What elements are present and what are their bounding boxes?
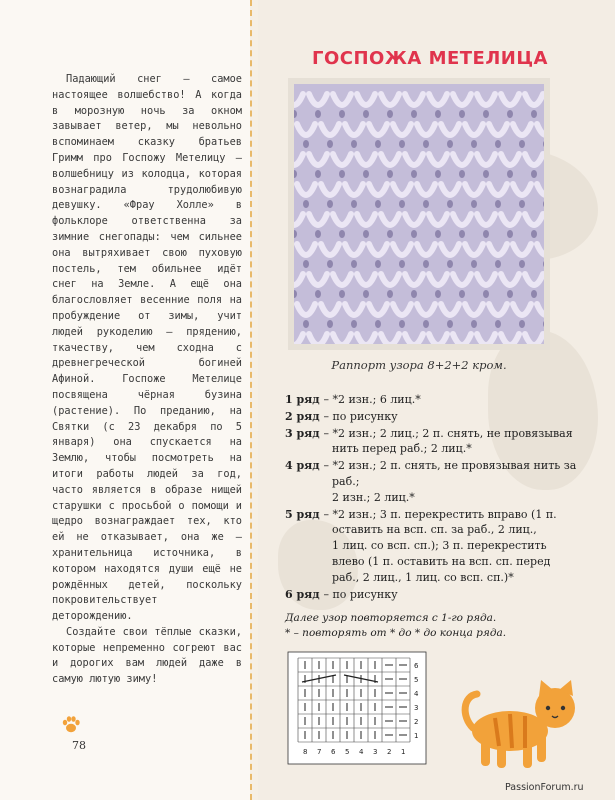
chart-col-label: 5 [345, 748, 350, 756]
row-6 [285, 587, 585, 603]
row-text-line [285, 409, 585, 425]
row-label: 1 ряд [285, 393, 324, 406]
chart-col-label: 3 [373, 748, 378, 756]
chart-col-label: 8 [303, 748, 308, 756]
row-text: – по рисунку [323, 409, 398, 423]
chart-row-label: 3 [414, 704, 419, 712]
knit-texture-image [294, 84, 544, 344]
knit-sample-photo [288, 78, 550, 350]
row-text-line [285, 426, 585, 442]
note-line: Далее узор повторяется с 1-го ряда. [285, 612, 497, 624]
row-text-line [285, 507, 585, 523]
row-text-line [285, 587, 585, 603]
left-page [0, 0, 250, 800]
page-title: ГОСПОЖА МЕТЕЛИЦА [311, 48, 548, 69]
row-text: – *2 изн.; 2 лиц.; 2 п. снять, не провязывая [323, 426, 573, 440]
row-label: 4 ряд [285, 459, 324, 473]
row-label: 5 ряд [285, 507, 324, 521]
chart-row-label: 4 [414, 690, 419, 698]
row-text-line [285, 458, 585, 474]
row-4 [285, 458, 585, 505]
row-text-line: оставить на всп. сп. за раб., 2 лиц., [332, 523, 537, 537]
row-text-line: раб., 2 лиц., 1 лиц. со всп. сп.)* [332, 570, 514, 584]
page-divider [250, 0, 252, 800]
row-5 [285, 507, 585, 586]
row-text: – *2 изн.; 2 п. снять, не провязывая нить за [323, 459, 577, 473]
chart-col-label: 1 [401, 748, 406, 756]
instructions [285, 392, 585, 603]
row-text-line: влево (1 п. оставить на всп. сп. перед [332, 554, 551, 568]
page-number: 78 [72, 739, 86, 752]
note-line: * – повторять от * до * до конца ряда. [285, 627, 507, 639]
row-text-line [285, 392, 585, 408]
paw-icon [60, 714, 82, 736]
chart-col-label: 6 [331, 748, 336, 756]
row-label: 6 ряд [285, 587, 324, 601]
row-3 [285, 426, 585, 458]
row-text: – *2 изн.; 3 п. перекрестить вправо (1 п. [323, 507, 557, 521]
chart-row-label: 5 [414, 676, 419, 684]
chart-row-label: 6 [414, 662, 419, 670]
pattern-caption: Раппорт узора 8+2+2 кром. [331, 358, 507, 372]
story-paragraph: Падающий снег – самое настоящее волшебство! А когда в морозную ночь за окном завывает ветер, мы невольно вспоминаем сказку братьев Гримм про Госпожу Метелицу – волшебницу из колодца, которая вознаградила трудолюбивую девушку. «Фрау Холле» в фольклоре ответственна за зимние снегопады: чем сильнее она вытряхивает свою пуховую постель, тем обильнее идёт снег на Земле. А ещё она благословляет весенние поля на пробуждение от зимы, учит людей рукоделию – прядению, ткачеству, чем сходна с древнегреческой богиней Афиной. Госпоже Метелице посвящена чёрная бузина (растение). По преданию, на Святки (с 23 декабря по 5 января) она спускается на Землю, чтобы посмотреть на итоги работы людей за год, часто является в образе нищей старушки с просьбой о помощи и щедро вознаграждает тех, кто ей не отказывает, она же – хранительница источника, в котором находятся души ещё не рождённых детей, поскольку покровительствует деторождению. [52, 73, 242, 623]
watermark: PassionForum.ru [505, 782, 584, 793]
row-text-line: раб.; [332, 474, 360, 488]
knitting-chart [284, 650, 434, 768]
cat-illustration [455, 676, 585, 776]
row-2 [285, 409, 585, 425]
chart-col-label: 2 [387, 748, 392, 756]
row-text-line: 2 изн.; 2 лиц.* [332, 490, 415, 504]
story-text [52, 72, 242, 688]
chart-col-label: 7 [317, 748, 322, 756]
row-text-line: 1 лиц. со всп. сп.); 3 п. перекрестить [332, 539, 547, 553]
row-text-line: нить перед раб.; 2 лиц.* [332, 442, 472, 456]
row-1 [285, 392, 585, 408]
row-label: 3 ряд [285, 426, 324, 440]
row-text: – по рисунку [323, 587, 398, 601]
chart-row-label: 2 [414, 718, 419, 726]
row-text: – *2 изн.; 6 лиц.* [323, 393, 421, 406]
chart-col-label: 4 [359, 748, 364, 756]
row-label: 2 ряд [285, 409, 324, 423]
repeat-note [285, 611, 585, 641]
story-paragraph: Создайте свои тёплые сказки, которые непременно согреют вас и дорогих вам людей даже в самую лютую зиму! [52, 625, 242, 686]
chart-row-label: 1 [414, 732, 419, 740]
